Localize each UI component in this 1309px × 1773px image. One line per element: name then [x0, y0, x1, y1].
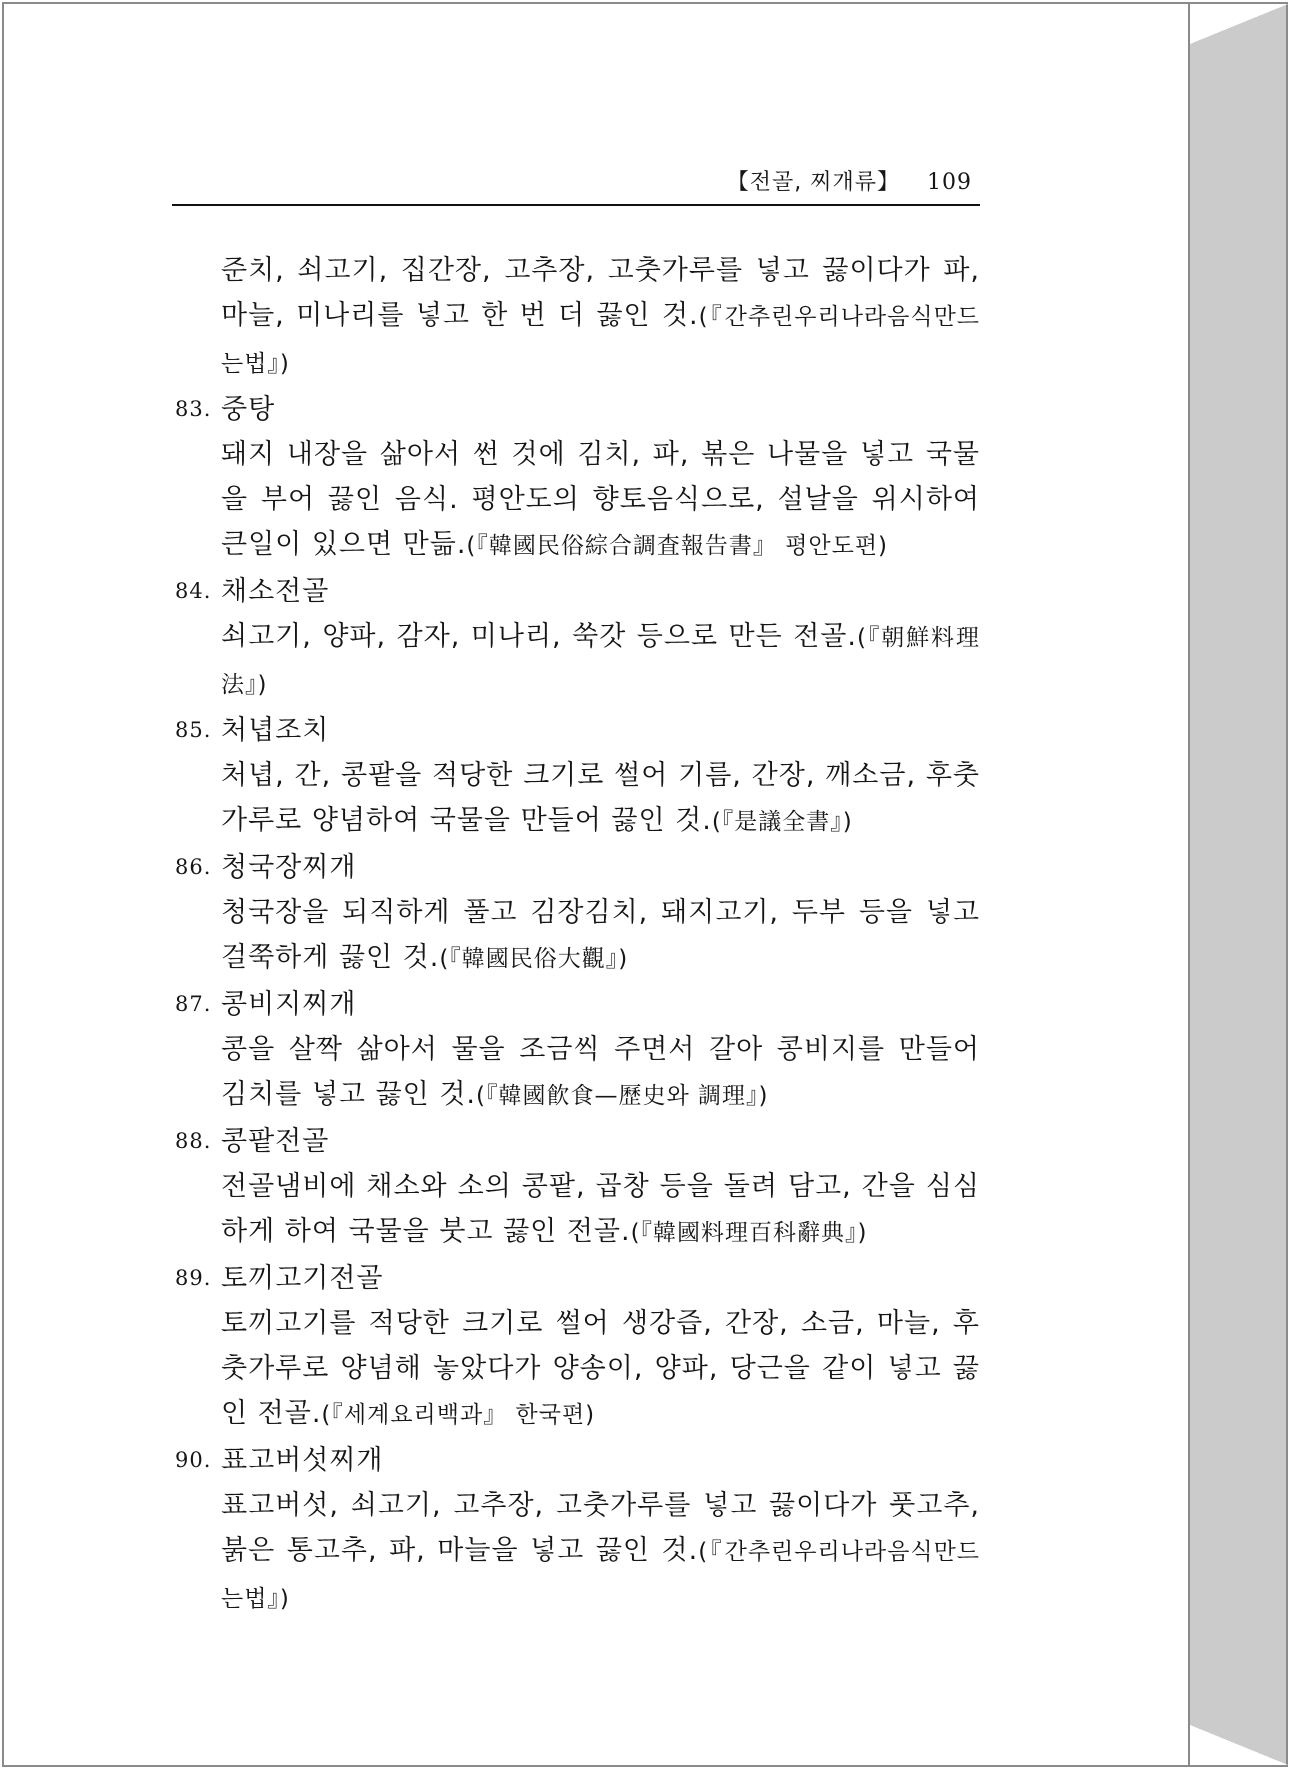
entry-text: 청국장을 되직하게 풀고 김장김치, 돼지고기, 두부 등을 넣고 걸쭉하게 끓인 것.	[221, 897, 980, 973]
entry-text: 콩을 살짝 삶아서 물을 조금씩 주면서 갈아 콩비지를 만들어 김치를 넣고 끓인 것.	[221, 1034, 980, 1110]
entry-title: 중탕	[221, 394, 276, 425]
entry-number: 83.	[175, 397, 212, 421]
entry-88	[175, 1119, 980, 1256]
entry-description	[221, 614, 980, 708]
entry-description	[221, 1027, 980, 1119]
entry-83	[175, 387, 980, 569]
entry-number: 89.	[175, 1266, 212, 1290]
entry-90	[175, 1438, 980, 1622]
running-head-title: 【전골, 찌개류】	[726, 170, 900, 195]
running-head	[172, 166, 980, 206]
continued-entry	[175, 248, 980, 387]
entry-85	[175, 708, 980, 845]
page-number: 109	[927, 170, 972, 195]
entry-number: 84.	[175, 579, 212, 603]
entry-source: (『간추린우리나라음식만드는법』)	[221, 1539, 981, 1612]
entry-source: (『韓國民俗綜合調査報告書』 평안도편)	[466, 533, 889, 559]
entry-title: 표고버섯찌개	[221, 1445, 384, 1476]
entry-title: 콩팥전골	[221, 1126, 330, 1157]
entry-description	[221, 1301, 980, 1438]
entry-description	[221, 890, 980, 982]
entry-title: 처녑조치	[221, 715, 330, 746]
entry-text: 돼지 내장을 삶아서 썬 것에 김치, 파, 볶은 나물을 넣고 국물을 부어 끓인 음식. 평안도의 향토음식으로, 설날을 위시하여 큰일이 있으면 만듦.	[221, 439, 980, 560]
entry-source: (『세계요리백과』 한국편)	[321, 1402, 596, 1428]
entry-number: 87.	[175, 992, 212, 1016]
entry-text: 쇠고기, 양파, 감자, 미나리, 쑥갓 등으로 만든 전골.	[221, 621, 857, 652]
entry-title: 토끼고기전골	[221, 1263, 384, 1294]
entry-source: (『韓國飮食—歷史와 調理』)	[476, 1083, 769, 1109]
entry-89	[175, 1256, 980, 1438]
entry-source: (『韓國民俗大觀』)	[439, 946, 629, 972]
entry-title: 청국장찌개	[221, 852, 357, 883]
entry-84	[175, 569, 980, 708]
entry-number: 85.	[175, 718, 212, 742]
entry-number: 88.	[175, 1129, 212, 1153]
entry-text: 처녑, 간, 콩팥을 적당한 크기로 썰어 기름, 간장, 깨소금, 후춧가루로 양념하여 국물을 만들어 끓인 것.	[221, 760, 980, 836]
page-stack-edge	[1190, 2, 1288, 1767]
entry-source: (『是議全書』)	[711, 809, 853, 835]
entry-text: 표고버섯, 쇠고기, 고추장, 고춧가루를 넣고 끓이다가 풋고추, 붉은 통고추, 파, 마늘을 넣고 끓인 것.	[221, 1490, 980, 1566]
entry-87	[175, 982, 980, 1119]
entry-description	[221, 248, 980, 387]
entry-text: 준치, 쇠고기, 집간장, 고추장, 고춧가루를 넣고 끓이다가 파, 마늘, 미나리를 넣고 한 번 더 끓인 것.	[221, 255, 980, 331]
entry-title: 콩비지찌개	[221, 989, 357, 1020]
entry-description	[221, 432, 980, 569]
entry-description	[221, 1483, 980, 1622]
entry-description	[221, 753, 980, 845]
entry-text: 토끼고기를 적당한 크기로 썰어 생강즙, 간장, 소금, 마늘, 후춧가루로 양념해 놓았다가 양송이, 양파, 당근을 같이 넣고 끓인 전골.	[221, 1308, 980, 1429]
page-body	[175, 248, 980, 1622]
entry-title: 채소전골	[221, 576, 330, 607]
entry-86	[175, 845, 980, 982]
entry-description	[221, 1164, 980, 1256]
entry-source: (『韓國料理百科辭典』)	[630, 1220, 868, 1246]
entry-source: (『朝鮮料理法』)	[221, 625, 980, 698]
entry-number: 86.	[175, 855, 212, 879]
entry-source: (『간추린우리나라음식만드는법』)	[221, 304, 981, 377]
entry-number: 90.	[175, 1448, 212, 1472]
entry-text: 전골냄비에 채소와 소의 콩팥, 곱창 등을 돌려 담고, 간을 심심하게 하여 국물을 붓고 끓인 전골.	[221, 1171, 980, 1247]
